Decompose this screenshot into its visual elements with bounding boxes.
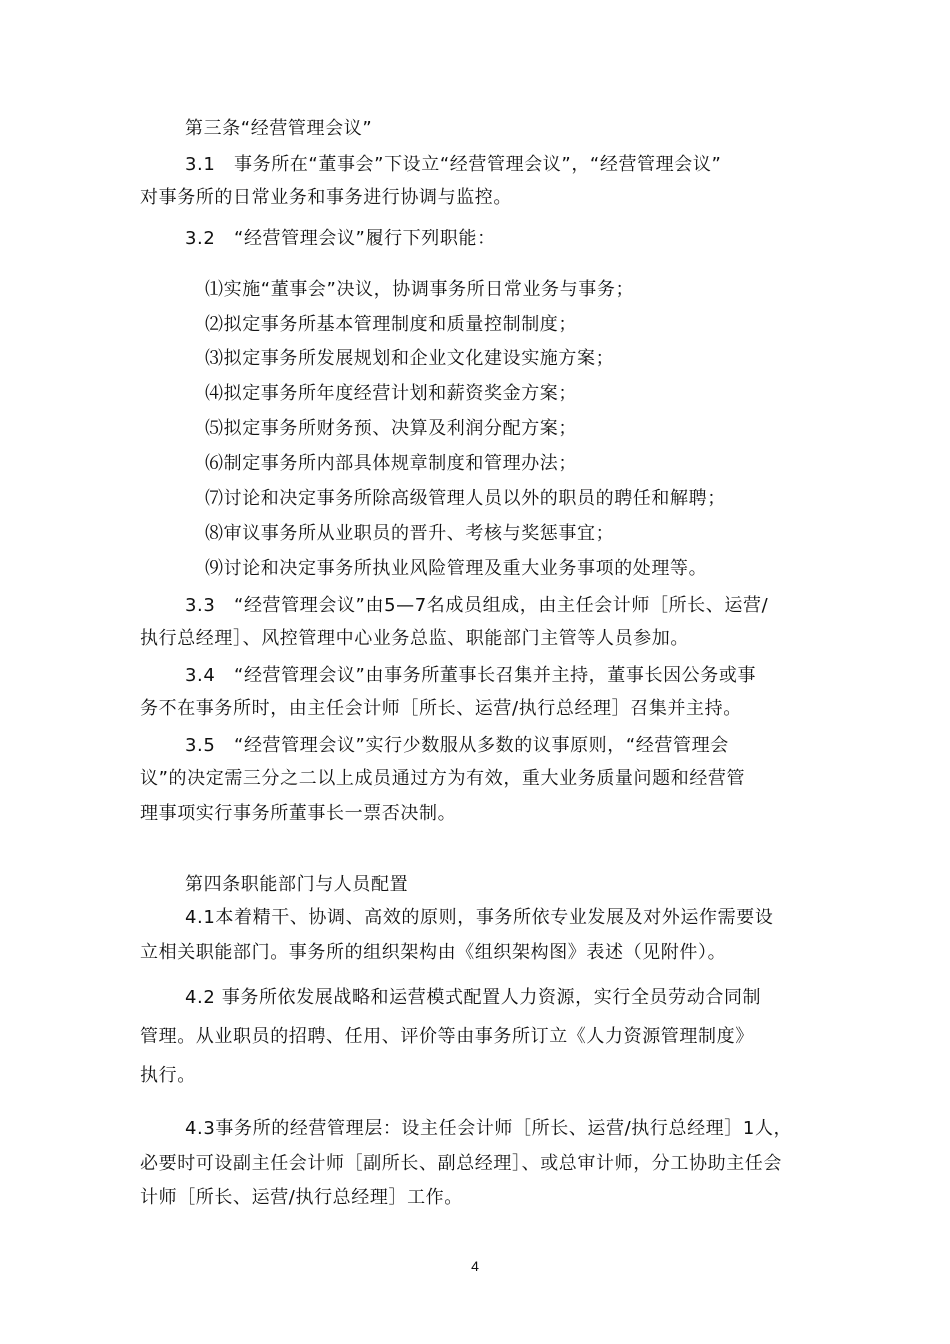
para-3-3-line-2: 执行总经理］、风控管理中心业务总监、职能部门主管等人员参加。 <box>140 628 689 649</box>
para-3-5-line-3: 理事项实行事务所董事长一票否决制。 <box>140 803 457 824</box>
para-3-5-line-1: 3.5 “经营管理会议”实行少数服从多数的议事原则，“经营管理会 <box>185 735 729 756</box>
page-number: 4 <box>471 1258 479 1274</box>
duty-item-5: ⑸拟定事务所财务预、决算及利润分配方案； <box>205 418 577 439</box>
para-4-2-line-2: 管理。从业职员的招聘、任用、评价等由事务所订立《人力资源管理制度》 <box>140 1026 754 1047</box>
para-3-3-line-1: 3.3 “经营管理会议”由5—7名成员组成，由主任会计师［所长、运营/ <box>185 595 769 616</box>
para-4-2-line-3: 执行。 <box>140 1065 196 1086</box>
duty-item-6: ⑹制定事务所内部具体规章制度和管理办法； <box>205 453 577 474</box>
article-4-heading: 第四条职能部门与人员配置 <box>185 874 409 895</box>
para-4-3-line-1: 4.3事务所的经营管理层：设主任会计师［所长、运营/执行总经理］1人， <box>185 1118 793 1139</box>
para-3-1-line-1: 3.1 事务所在“董事会”下设立“经营管理会议”，“经营管理会议” <box>185 154 722 175</box>
para-3-5-line-2: 议”的决定需三分之二以上成员通过方为有效，重大业务质量问题和经营管 <box>140 768 746 789</box>
para-4-3-line-2: 必要时可设副主任会计师［副所长、副总经理］、或总审计师，分工协助主任会 <box>140 1153 782 1174</box>
para-3-4-line-2: 务不在事务所时，由主任会计师［所长、运营/执行总经理］召集并主持。 <box>140 698 742 719</box>
para-3-2: 3.2 “经营管理会议”履行下列职能： <box>185 228 496 249</box>
para-4-1-line-2: 立相关职能部门。事务所的组织架构由《组织架构图》表述（见附件）。 <box>140 942 727 963</box>
duty-item-8: ⑻审议事务所从业职员的晋升、考核与奖惩事宜； <box>205 523 615 544</box>
duty-item-4: ⑷拟定事务所年度经营计划和薪资奖金方案； <box>205 383 577 404</box>
duty-item-9: ⑼讨论和决定事务所执业风险管理及重大业务事项的处理等。 <box>205 558 708 579</box>
para-4-3-line-3: 计师［所长、运营/执行总经理］工作。 <box>140 1187 463 1208</box>
para-4-2-line-1: 4.2 事务所依发展战略和运营模式配置人力资源，实行全员劳动合同制 <box>185 987 762 1008</box>
para-4-1-line-1: 4.1本着精干、协调、高效的原则，事务所依专业发展及对外运作需要设 <box>185 907 774 928</box>
duty-item-7: ⑺讨论和决定事务所除高级管理人员以外的职员的聘任和解聘； <box>205 488 726 509</box>
duty-item-3: ⑶拟定事务所发展规划和企业文化建设实施方案； <box>205 348 615 369</box>
para-3-4-line-1: 3.4 “经营管理会议”由事务所董事长召集并主持，董事长因公务或事 <box>185 665 757 686</box>
duty-item-2: ⑵拟定事务所基本管理制度和质量控制制度； <box>205 314 577 335</box>
article-3-heading: 第三条“经营管理会议” <box>185 118 373 139</box>
duty-item-1: ⑴实施“董事会”决议，协调事务所日常业务与事务； <box>205 279 635 300</box>
para-3-1-line-2: 对事务所的日常业务和事务进行协调与监控。 <box>140 187 512 208</box>
